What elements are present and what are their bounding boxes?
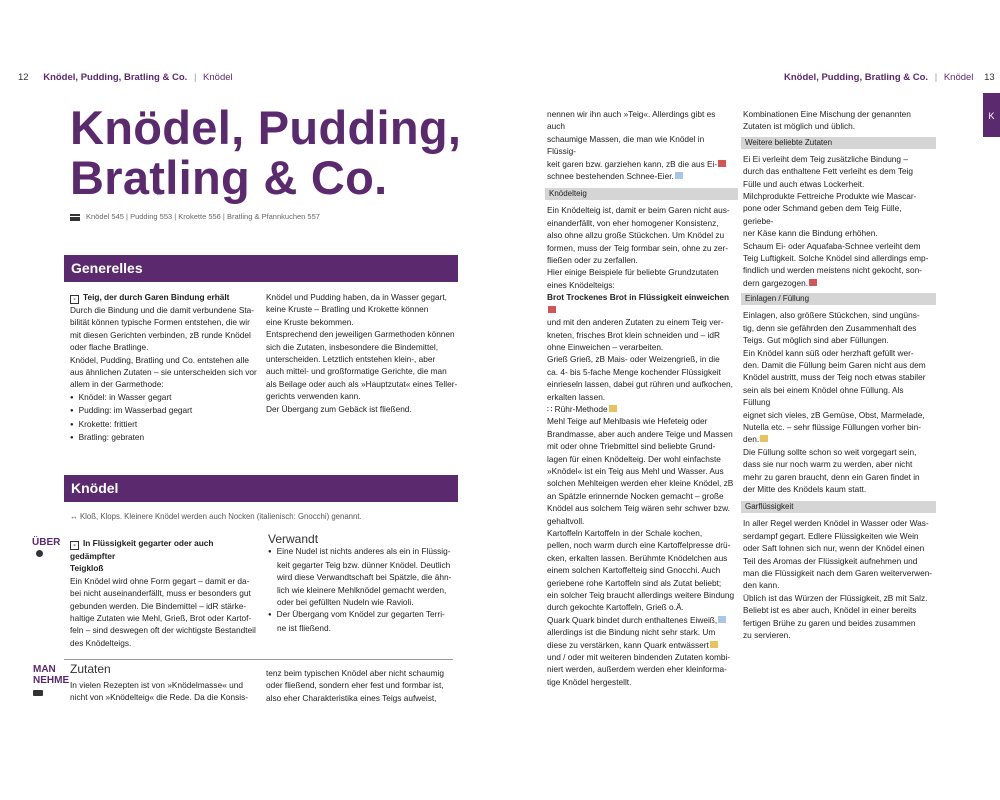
text-line: bei nicht auseinanderfällt, muss er besonders gut (70, 588, 251, 599)
text-line: durch das enthaltene Fett verleiht es dem Teig (743, 166, 914, 177)
synonyms-note (70, 511, 362, 523)
text-line: Grieß Grieß, zB Mais- oder Weizengrieß, in die (547, 354, 720, 365)
man-nehme-tag (33, 664, 69, 699)
text-line: feln – sind deswegen oft der wichtigste Bestandteil (70, 625, 256, 636)
right-running-header (784, 72, 995, 84)
left-header-title: Knödel, Pudding, Bratling & Co. (43, 72, 188, 83)
text-line: Quark Quark bindet durch enthaltenes Eiweiß, (547, 614, 718, 625)
text-line: oder Saft lohnen sich nur, wenn der Knödel einen (743, 543, 925, 554)
text-line: Entsprechend den jeweiligen Garmethoden können (266, 329, 455, 340)
text-line: formen, muss der Teig formbar sein, ohne zu zer- (547, 242, 729, 253)
list-item: ● Bratling: gebraten (70, 431, 258, 444)
text-line: findlich und werden meistens nicht gekocht, son- (743, 265, 922, 276)
crossref-marker[interactable] (548, 306, 556, 313)
text-line: Knödel austritt, muss der Teig noch etwas stabiler (743, 372, 926, 383)
left-header-sub: Knödel (203, 72, 233, 83)
text-line: einem solchen Kartoffelteig sind Gnocchi. Auch (547, 565, 721, 576)
text-line: Brandmasse, aber auch andere Teige und Massen (547, 428, 733, 439)
right-col-1 (547, 108, 735, 688)
steps-icon: ∷ (547, 403, 555, 414)
text-line: Teig Luftigkeit. Solche Knödel sind allerdings emp- (743, 253, 929, 264)
text-line: diese zu verstärken, kann Quark entwässert (547, 639, 709, 650)
crossref-marker[interactable] (710, 641, 718, 648)
text-line: an Spätzle erinnernde Nocken gemacht – große (547, 490, 724, 501)
list-item: ● Pudding: im Wasserbad gegart (70, 404, 258, 417)
text-line: eine Kruste bekommen. (266, 316, 354, 327)
text-line: einanderfällt, von eher homogener Konsistenz, (547, 217, 719, 228)
text-line: oder flache Bratlinge. (70, 342, 149, 353)
chapter-title-line-1: Knödel, Pudding, (70, 101, 462, 154)
text-line: cken, erkalten lassen. Berühmte Knödelchen aus (547, 552, 728, 563)
text-line: Üblich ist das Würzen der Flüssigkeit, zB mit Salz. (743, 592, 928, 603)
right-header-title: Knödel, Pudding, Bratling & Co. (784, 72, 929, 83)
nehme-label: NEHME (33, 675, 70, 686)
text-line: mit oder ohne Triebmittel sind beliebte Grund- (547, 441, 716, 452)
text-line: aus ähnlichen Zutaten – sie unterscheiden sich vor (70, 367, 257, 378)
text-line: als Beilage oder auch als »Hauptzutat« eines Teller- (266, 378, 458, 389)
text-line: man die Flüssigkeit nach dem Garen weiterverwen- (743, 568, 933, 578)
section-heading-knodel: Knödel (64, 475, 458, 502)
text-line: durch gekochte Kartoffeln, Grieß o.Ä. (547, 602, 684, 613)
cross-references (70, 211, 320, 223)
subheading-einlagen: Einlagen / Füllung (741, 293, 936, 305)
text-line: pellen, noch warm durch eine Kartoffelpresse drü- (547, 540, 731, 551)
text-line: Beliebt ist es aber auch, Knödel in einer bereits (743, 605, 917, 616)
text-line: also eher Charakteristika eines Teigs aufweist, (266, 692, 437, 703)
text-line: Mehl Teige auf Mehlbasis wie Hefeteig oder (547, 416, 708, 427)
knodel-col-1 (70, 537, 260, 649)
generelles-col-2 (266, 291, 458, 415)
text-line: auch mittel- und großformatige Gerichte, die man (266, 366, 447, 377)
text-line: mit diesen Gerichten verbinden, zB runde Knödel (70, 329, 251, 340)
left-page-number: 12 (18, 72, 29, 83)
bowl-icon (33, 690, 43, 696)
text-line: den kann. (743, 580, 780, 591)
text-line: und / oder mit weiteren bindenden Zutaten kombi- (547, 652, 731, 663)
text-line: Knödel, Pudding, Bratling und Co. entstehen alle (70, 354, 249, 365)
text-line: niert werden, außerdem werden eher kleinforma- (547, 664, 727, 675)
chapter-title-line-2: Bratling & Co. (70, 151, 388, 204)
text-line: Ein Knödel kann süß oder herzhaft gefüllt wer- (743, 347, 914, 358)
crossref-marker[interactable] (718, 616, 726, 623)
crossref-marker[interactable] (675, 172, 683, 179)
text-line: mehr zu garen braucht, denn ein Garen findet in (743, 471, 920, 482)
text-line: des Knödelteigs. (70, 637, 132, 648)
text-line: keit gegarter Teig bzw. dünner Knödel. Deutlich (277, 559, 451, 570)
arrows-icon: ↔ (70, 512, 78, 521)
generelles-col-1 (70, 291, 258, 444)
text-line: Fülle und auch etwas Lockerheit. (743, 178, 865, 189)
knodel-definition: In Flüssigkeit gegarter oder auch gedämpfter (70, 538, 214, 561)
list-item: ● Knödel: in Wasser gegart (70, 391, 258, 404)
text-line: Schaum Ei- oder Aquafaba-Schnee verleiht dem (743, 240, 921, 251)
text-line: tige Knödel hergestellt. (547, 676, 632, 687)
text-line: bilität können typische Formen entstehen, die wir (70, 317, 250, 328)
text-line: In vielen Rezepten ist von »Knödelmasse« und (70, 680, 243, 690)
text-line: pone oder Schmand geben dem Teig Fülle, geriebe- (743, 203, 902, 226)
text-line: oder bei gefüllten Nudeln wie Ravioli. (277, 597, 414, 608)
text-line: Rühr-Methode (554, 403, 608, 414)
divider (64, 659, 453, 660)
text-line: erkalten lassen. (547, 391, 606, 402)
subheading-knodelteig: Knödelteig (545, 188, 738, 200)
knodel-definition-2: Teigkloß (70, 563, 104, 574)
text-line: Kombinationen Eine Mischung der genannten (743, 109, 911, 119)
text-line: geriebene rohe Kartoffeln sind als Zutat beliebt; (547, 577, 722, 588)
text-line: Knödel und Pudding haben, da in Wasser gegart, (266, 292, 447, 302)
text-line: gerichts verwenden kann. (266, 391, 361, 402)
text-line: also ohne allzu große Stückchen. Um Knödel zu (547, 230, 725, 241)
text-line: allerdings ist die Bindung nicht sehr stark. Um (547, 627, 716, 638)
zutaten-col-1 (70, 679, 260, 704)
text-line: schnee bestehenden Schnee-Eier. (547, 171, 674, 182)
text-line: den. (743, 434, 760, 445)
text-line: Ein Knödelteig ist, damit er beim Garen nicht aus- (547, 205, 730, 216)
header-separator: | (193, 72, 197, 83)
text-line: dern gargezogen. (743, 277, 809, 288)
text-line: kneten, frisches Brot klein schneiden und – idR (547, 329, 720, 340)
right-page-number: 13 (984, 72, 995, 83)
text-line: Hier einige Beispiele für beliebte Grundzutaten (547, 267, 719, 278)
text-line: Der Übergang zum Gebäck ist fließend. (266, 403, 412, 414)
right-header-sub: Knödel (943, 72, 974, 83)
text-line: tenz beim typischen Knödel aber nicht schaumig (266, 668, 445, 678)
crossref-marker[interactable] (760, 435, 768, 442)
subheading-weitere-zutaten: Weitere beliebte Zutaten (741, 137, 936, 149)
text-line: keit garen bzw. garziehen kann, zB die aus Ei- (547, 158, 718, 169)
text-line: Ein Knödel wird ohne Form gegart – damit er da- (70, 575, 250, 586)
generelles-definition: Teig, der durch Garen Bindung erhält (83, 292, 230, 302)
verwandt-col (268, 533, 458, 634)
verwandt-list-2 (268, 608, 458, 621)
text-line: serdampf gegart. Edlere Flüssigkeiten wie Wein (743, 530, 919, 541)
text-line: »Knödel« ist ein Teig aus Mehl und Wasser. Aus (547, 465, 724, 476)
text-line: sein als bei einem Knödel ohne Füllung. Als Füllung (743, 384, 904, 408)
crossref-marker[interactable] (718, 160, 726, 167)
right-page (500, 0, 1000, 800)
header-separator: | (934, 72, 938, 83)
text-line: Der Übergang vom Knödel zur gegarten Terri- (276, 609, 445, 620)
text-line: dass sie nur noch warm zu werden, aber nicht (743, 459, 913, 470)
text-line: Zutaten ist möglich und üblich. (743, 121, 856, 132)
text-line: lagen für einen Knödelteig. Der wohl einfachste (547, 453, 721, 464)
uber-tag (32, 537, 60, 559)
definition-icon: - (70, 541, 79, 550)
text-line: lich wie kleinere Mehlknödel gemacht werden, (277, 584, 447, 595)
text-line: Teigs. Gut möglich sind aber Füllungen. (743, 335, 889, 346)
text-line: Brot Trockenes Brot in Flüssigkeit einweichen (547, 292, 730, 303)
text-line: Kartoffeln Kartoffeln in der Schale kochen, (547, 528, 703, 538)
text-line: In aller Regel werden Knödel in Wasser oder Was- (743, 518, 929, 529)
zutaten-col-2 (266, 667, 458, 704)
right-col-2 (743, 108, 933, 641)
text-line: wird diese Verwandtschaft bei Spätzle, die ähn- (277, 572, 452, 583)
garmethode-list (70, 391, 258, 445)
text-line: fließen oder zu zerfallen. (547, 255, 638, 266)
text-line: Teil des Aromas der Flüssigkeit aufnehmen und (743, 555, 918, 566)
text-line: zu servieren. (743, 630, 791, 641)
chapter-title (70, 103, 461, 203)
text-line: solchen Mehlteigen werden eher kleine Knödel, zB (547, 478, 734, 489)
section-heading-generelles: Generelles (64, 255, 458, 282)
text-line: den. Damit die Füllung beim Garen nicht aus dem (743, 359, 926, 370)
text-line: tig, denn sie gefährden den Zusammenhalt des (743, 322, 917, 333)
cross-reference-text: Knödel 545 | Pudding 553 | Krokette 556 | Bratling & Pfannkuchen 557 (86, 212, 320, 221)
info-icon (36, 550, 43, 557)
text-line: Knödel aus solchem Teig wären sehr schwer bzw. (547, 503, 730, 514)
text-line: keine Kruste – Bratling und Krokette können (266, 304, 429, 315)
synonyms-text: Kloß, Klops. Kleinere Knödel werden auch Nocken (italienisch: Gnocchi) genannt. (79, 512, 362, 521)
text-line: haltige Zutaten wie Mehl, Grieß, Brot oder Kartof- (70, 613, 252, 624)
man-label: MAN (33, 664, 56, 675)
text-line: Eine Nudel ist nichts anderes als ein in Flüssig- (276, 546, 451, 557)
list-item: ● Krokette: frittiert (70, 418, 258, 431)
crossref-marker[interactable] (809, 279, 817, 286)
text-line: Milchprodukte Fettreiche Produkte wie Mascar- (743, 191, 917, 202)
text-line: Einlagen, also größere Stückchen, sind ungüns- (743, 310, 920, 321)
definition-icon: - (70, 295, 79, 304)
text-line: gebunden werden. Die Bindemittel – idR stärke- (70, 600, 247, 611)
left-running-header (18, 72, 233, 84)
text-line: der Mitte des Knödels kaum statt. (743, 483, 867, 494)
text-line: schaumige Massen, die man wie Knödel in Flüssig- (547, 133, 705, 157)
text-line: einrieseln lassen, dabei gut rühren und aufkochen, (547, 379, 733, 390)
text-line: allem in der Garmethode: (70, 379, 164, 390)
zutaten-heading: Zutaten (70, 662, 111, 676)
text-line: ein solcher Teig braucht allerdings weitere Bindung (547, 590, 735, 601)
text-line: nicht von »Knödelteig« die Rede. Da die Konsis- (70, 692, 249, 703)
text-line: Die Füllung sollte schon so weit vorgegart sein, (743, 446, 917, 457)
crossref-marker[interactable] (609, 405, 617, 412)
text-line: und mit den anderen Zutaten zu einem Teig ver- (547, 317, 724, 328)
text-line: ohne Einweichen – verarbeiten. (547, 341, 664, 352)
text-line: Nutella etc. – sehr flüssige Füllungen vorher bin- (743, 421, 922, 432)
text-line: fertigen Brühe zu garen und beides zusammen (743, 617, 916, 628)
verwandt-list (268, 545, 458, 558)
text-line: Ei Ei verleiht dem Teig zusätzliche Bindung – (743, 153, 908, 164)
text-line: unterscheiden. Letztlich entstehen klein-, aber (266, 354, 436, 365)
text-line: ne ist fließend. (277, 622, 331, 633)
text-line: gehaltvoll. (547, 515, 585, 526)
text-line: nennen wir ihn auch »Teig«. Allerdings gibt es auch (547, 109, 716, 132)
text-line: sich die Zutaten, insbesondere die Bindemittel, (266, 341, 439, 352)
list-icon (70, 214, 80, 221)
text-line: Durch die Bindung und die damit verbundene Sta- (70, 305, 255, 315)
text-line: ca. 4- bis 5-fache Menge kochender Flüssigkeit (547, 366, 721, 377)
text-line: eines Knödelteigs: (547, 279, 615, 290)
text-line: ner Käse kann die Bindung erhöhen. (743, 228, 878, 239)
uber-label: ÜBER (32, 537, 61, 548)
text-line: oder fließend, sondern eher fest und formbar ist, (266, 680, 444, 691)
subheading-garflussigkeit: Garflüssigkeit (741, 501, 936, 513)
verwandt-heading: Verwandt (268, 532, 319, 546)
text-line: eignet sich vieles, zB Gemüse, Obst, Marmelade, (743, 409, 925, 420)
chapter-tab-k[interactable]: K (983, 93, 1000, 137)
